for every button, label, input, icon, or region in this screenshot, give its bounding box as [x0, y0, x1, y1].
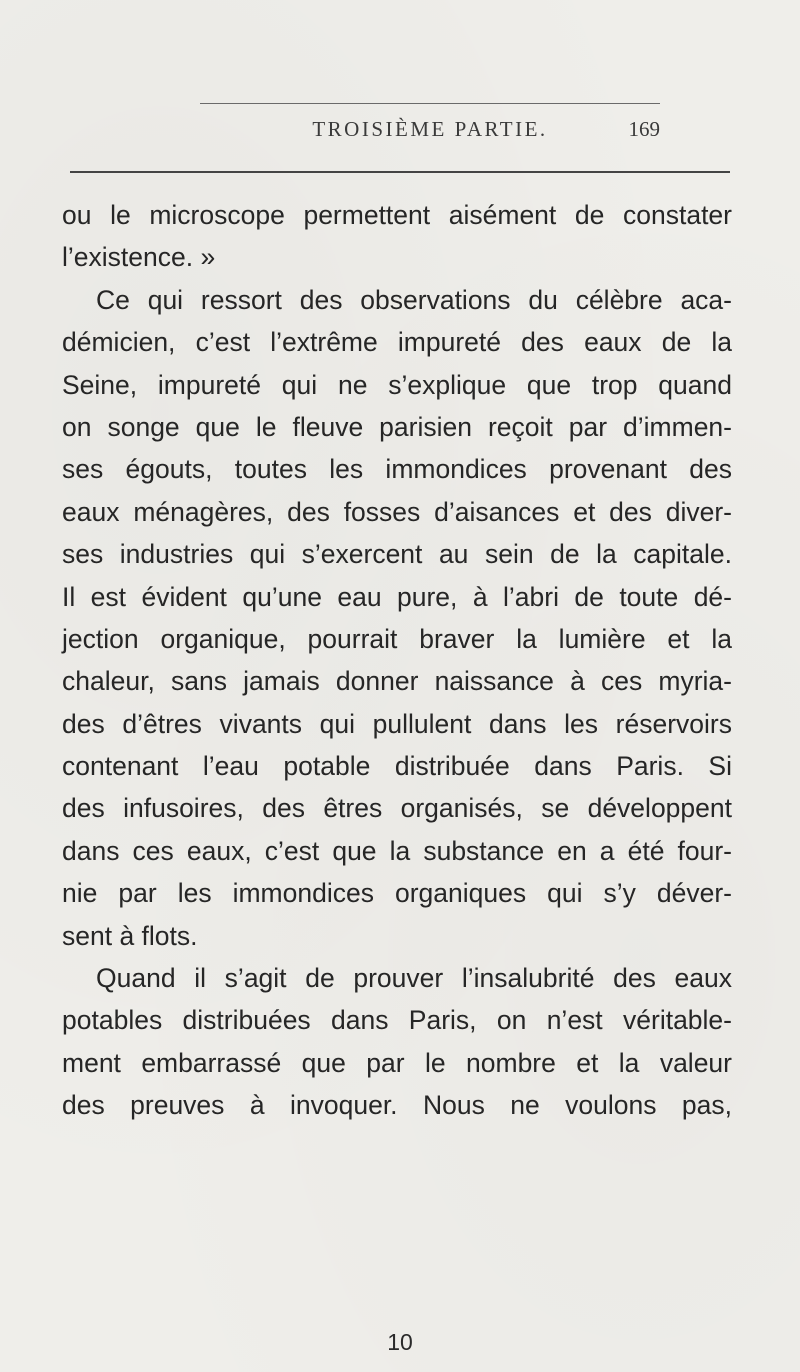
body-text — [62, 194, 732, 1127]
signature-mark: 10 — [387, 1329, 413, 1355]
text-line: l’existence. » — [62, 242, 216, 273]
text-line: des d’êtres vivants qui pullulent dans les réservoirs — [62, 708, 732, 739]
text-line: on songe que le fleuve parisien reçoit par d’immen- — [62, 411, 732, 442]
text-line: chaleur, sans jamais donner naissance à ces myria- — [62, 666, 732, 697]
header-bottom-rule — [70, 171, 730, 173]
text-line: Il est évident qu’une eau pure, à l’abri de toute dé- — [62, 581, 732, 612]
text-line: démicien, c’est l’extrême impureté des eaux de la — [62, 327, 732, 358]
text-line: potables distribuées dans Paris, on n’est véritable- — [62, 1005, 732, 1036]
text-line: ment embarrassé que par le nombre et la valeur — [62, 1047, 732, 1078]
text-line: sent à flots. — [62, 920, 198, 951]
text-line: ses industries qui s’exercent au sein de la capitale. — [62, 539, 732, 570]
page-number: 169 — [628, 117, 660, 141]
text-line: des preuves à invoquer. Nous ne voulons pas, — [62, 1090, 732, 1121]
running-title: TROISIÈME PARTIE. — [312, 117, 548, 141]
text-line: dans ces eaux, c’est que la substance en a été four- — [62, 835, 732, 866]
running-head — [200, 117, 660, 151]
text-line: eaux ménagères, des fosses d’aisances et des diver- — [62, 496, 732, 527]
text-line: ses égouts, toutes les immondices provenant des — [62, 454, 732, 485]
text-line: nie par les immondices organiques qui s’y déver- — [62, 878, 732, 909]
text-line: Quand il s’agit de prouver l’insalubrité des eaux — [96, 963, 732, 994]
text-line: jection organique, pourrait braver la lumière et la — [62, 623, 732, 654]
text-line: Seine, impureté qui ne s’explique que trop quand — [62, 369, 732, 400]
text-line: contenant l’eau potable distribuée dans Paris. Si — [62, 751, 732, 782]
text-line: des infusoires, des êtres organisés, se développent — [62, 793, 732, 824]
text-line: ou le microscope permettent aisément de constater — [62, 200, 732, 230]
text-line: Ce qui ressort des observations du célèbre aca- — [96, 284, 732, 315]
header-top-rule — [200, 103, 660, 104]
